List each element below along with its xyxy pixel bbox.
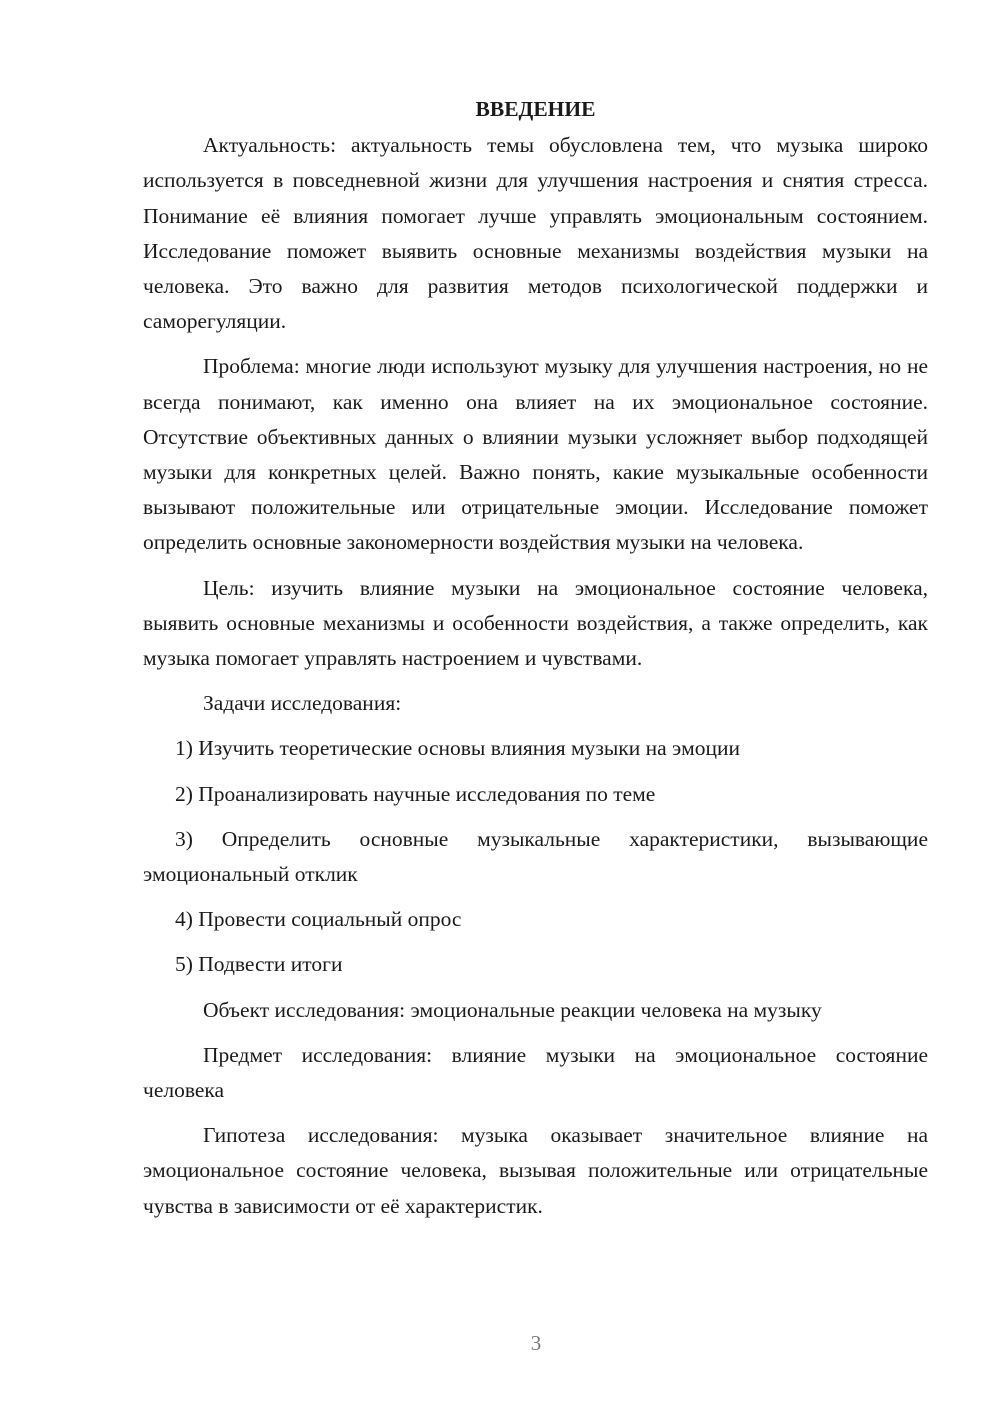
task-item-1: 1) Изучить теоретические основы влияния музыки на эмоции [175, 736, 740, 761]
goal-paragraph: Цель: изучить влияние музыки на эмоциональное состояние человека, выявить основные механизмы и особенности воздействия, а также определить, как музыка помогает управлять настроением и чувствами. [143, 575, 928, 671]
problem-paragraph: Проблема: многие люди используют музыку для улучшения настроения, но не всегда понимают, как именно она влияет на их эмоциональное состояние. Отсутствие объективных данных о влиянии музыки усложняет выбор подходящей музыки для конкретных целей. Важно понять, какие музыкальные особенности вызывают положительные или отрицательные эмоции. Исследование поможет определить основные закономерности воздействия музыки на человека. [143, 354, 928, 555]
section-title: ВВЕДЕНИЕ [475, 97, 596, 121]
task-item-5: 5) Подвести итоги [175, 952, 343, 977]
task-item-4: 4) Провести социальный опрос [175, 907, 462, 932]
hypothesis-paragraph: Гипотеза исследования: музыка оказывает значительное влияние на эмоциональное состояние человека, вызывая положительные или отрицательные чувства в зависимости от её характеристик. [143, 1123, 928, 1218]
task-item-2: 2) Проанализировать научные исследования по теме [175, 781, 656, 806]
page-content [143, 92, 928, 1234]
object-line: Объект исследования: эмоциональные реакции человека на музыку [203, 997, 822, 1022]
relevance-paragraph: Актуальность: актуальность темы обусловлена тем, что музыка широко используется в повседневной жизни для улучшения настроения и снятия стресса. Понимание её влияния помогает лучше управлять эмоциональным состоянием. Исследование поможет выявить основные механизмы воздействия музыки на человека. Это важно для развития методов психологической поддержки и саморегуляции. [143, 133, 928, 334]
page-number: 3 [530, 1331, 542, 1355]
tasks-heading: Задачи исследования: [203, 691, 402, 716]
subject-paragraph: Предмет исследования: влияние музыки на эмоциональное состояние человека [143, 1042, 928, 1103]
task-item-3: 3) Определить основные музыкальные характеристики, вызывающие эмоциональный отклик [143, 826, 928, 887]
